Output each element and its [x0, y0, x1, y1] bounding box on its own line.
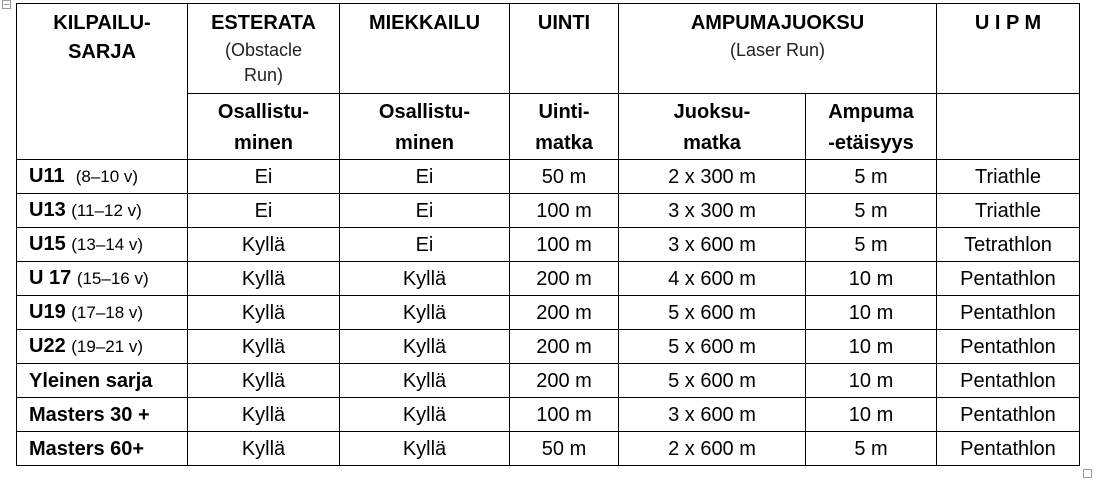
table-row: [17, 296, 1080, 330]
category-cell: [17, 262, 188, 296]
table-row: [17, 364, 1080, 398]
category-cell: [17, 432, 188, 466]
header-category-line1: KILPAILU-: [53, 12, 151, 34]
ampuma-cell: 5 m: [806, 228, 937, 262]
category-cell: [17, 194, 188, 228]
miekkailu-cell: Kyllä: [340, 364, 510, 398]
subheader-ampuma-line2: -etäisyys: [828, 132, 914, 154]
miekkailu-cell: Kyllä: [340, 262, 510, 296]
header-ampumajuoksu: [619, 4, 937, 94]
subheader-juoksu: [619, 94, 806, 160]
subheader-esterata-line1: Osallistu-: [217, 101, 310, 123]
table-resize-handle[interactable]: [1083, 469, 1092, 478]
category-cell: [17, 160, 188, 194]
uipm-cell: Pentathlon: [937, 432, 1080, 466]
category-cell: [17, 296, 188, 330]
category-name: U19: [29, 301, 66, 323]
category-age: (13–14 v): [71, 235, 144, 254]
competition-series-table: [16, 3, 1080, 466]
uipm-cell: Pentathlon: [937, 398, 1080, 432]
miekkailu-cell: Kyllä: [340, 330, 510, 364]
subheader-esterata-line2: minen: [234, 132, 293, 154]
juoksu-cell: 2 x 600 m: [619, 432, 806, 466]
category-name: Masters 30 +: [29, 403, 150, 426]
table-move-handle[interactable]: [2, 0, 11, 9]
esterata-cell: Kyllä: [188, 364, 340, 398]
uinti-cell: 100 m: [510, 398, 619, 432]
header-miekkailu-title: MIEKKAILU: [368, 12, 481, 34]
subheader-juoksu-line2: matka: [683, 132, 741, 154]
uinti-cell: 100 m: [510, 228, 619, 262]
uinti-cell: 200 m: [510, 262, 619, 296]
category-name: Yleinen sarja: [29, 369, 153, 392]
category-cell: [17, 398, 188, 432]
esterata-cell: Kyllä: [188, 296, 340, 330]
esterata-cell: Kyllä: [188, 262, 340, 296]
header-esterata-sub1: (Obstacle: [224, 40, 303, 60]
category-name: U13: [29, 199, 66, 221]
category-name: U15: [29, 233, 66, 255]
table-row: [17, 330, 1080, 364]
juoksu-cell: 5 x 600 m: [619, 330, 806, 364]
uipm-cell: Pentathlon: [937, 364, 1080, 398]
category-name: U22: [29, 335, 66, 357]
header-esterata: [188, 4, 340, 94]
table-row: [17, 262, 1080, 296]
subheader-juoksu-line1: Juoksu-: [673, 101, 751, 123]
category-age: (11–12 v): [71, 201, 142, 220]
miekkailu-cell: Kyllä: [340, 296, 510, 330]
uinti-cell: 100 m: [510, 194, 619, 228]
subheader-ampuma-line1: Ampuma: [828, 101, 914, 123]
miekkailu-cell: Kyllä: [340, 432, 510, 466]
esterata-cell: Kyllä: [188, 330, 340, 364]
subheader-miekkailu-line2: minen: [395, 132, 454, 154]
juoksu-cell: 5 x 600 m: [619, 296, 806, 330]
uipm-cell: Triathle: [937, 194, 1080, 228]
subheader-miekkailu-line1: Osallistu-: [378, 101, 471, 123]
category-cell: [17, 364, 188, 398]
esterata-cell: Kyllä: [188, 228, 340, 262]
juoksu-cell: 5 x 600 m: [619, 364, 806, 398]
miekkailu-cell: Ei: [340, 160, 510, 194]
header-row: [17, 4, 1080, 94]
table-row: [17, 398, 1080, 432]
subheader-miekkailu: [340, 94, 510, 160]
miekkailu-cell: Ei: [340, 228, 510, 262]
uipm-cell: Tetrathlon: [937, 228, 1080, 262]
juoksu-cell: 3 x 600 m: [619, 228, 806, 262]
miekkailu-cell: Ei: [340, 194, 510, 228]
uipm-cell: Pentathlon: [937, 330, 1080, 364]
ampuma-cell: 5 m: [806, 160, 937, 194]
category-age: (15–16 v): [76, 269, 149, 288]
category-cell: [17, 228, 188, 262]
subheader-ampuma: [806, 94, 937, 160]
subheader-esterata: [188, 94, 340, 160]
table-row: [17, 228, 1080, 262]
subheader-uipm-empty: [937, 94, 1080, 160]
header-uipm-title: U I P M: [974, 12, 1042, 34]
uinti-cell: 50 m: [510, 432, 619, 466]
header-uinti: [510, 4, 619, 94]
ampuma-cell: 10 m: [806, 364, 937, 398]
ampuma-cell: 5 m: [806, 194, 937, 228]
uinti-cell: 200 m: [510, 330, 619, 364]
header-uipm: [937, 4, 1080, 94]
uinti-cell: 50 m: [510, 160, 619, 194]
juoksu-cell: 3 x 600 m: [619, 398, 806, 432]
juoksu-cell: 2 x 300 m: [619, 160, 806, 194]
esterata-cell: Kyllä: [188, 432, 340, 466]
category-name: U 17: [29, 267, 72, 289]
category-age: (17–18 v): [71, 303, 144, 322]
esterata-cell: Kyllä: [188, 398, 340, 432]
category-age: (19–21 v): [71, 337, 144, 356]
header-esterata-title: ESTERATA: [211, 12, 316, 34]
category-cell: [17, 330, 188, 364]
juoksu-cell: 3 x 300 m: [619, 194, 806, 228]
ampuma-cell: 10 m: [806, 296, 937, 330]
miekkailu-cell: Kyllä: [340, 398, 510, 432]
uipm-cell: Pentathlon: [937, 296, 1080, 330]
header-ampumajuoksu-title: AMPUMAJUOKSU: [690, 12, 865, 34]
ampuma-cell: 10 m: [806, 262, 937, 296]
table-row: [17, 432, 1080, 466]
esterata-cell: Ei: [188, 160, 340, 194]
esterata-cell: Ei: [188, 194, 340, 228]
table-row: [17, 194, 1080, 228]
uipm-cell: Triathle: [937, 160, 1080, 194]
juoksu-cell: 4 x 600 m: [619, 262, 806, 296]
category-age: (8–10 v): [75, 167, 139, 186]
ampuma-cell: 10 m: [806, 398, 937, 432]
header-category: [17, 4, 188, 160]
header-esterata-sub2: Run): [243, 65, 283, 85]
category-name: U11: [29, 165, 65, 187]
ampuma-cell: 5 m: [806, 432, 937, 466]
ampuma-cell: 10 m: [806, 330, 937, 364]
header-uinti-title: UINTI: [537, 12, 591, 34]
uinti-cell: 200 m: [510, 296, 619, 330]
category-name: Masters 60+: [29, 437, 145, 460]
uinti-cell: 200 m: [510, 364, 619, 398]
subheader-uinti-line2: matka: [535, 132, 593, 154]
table-row: [17, 160, 1080, 194]
header-ampumajuoksu-sub: (Laser Run): [729, 40, 826, 60]
subheader-uinti: [510, 94, 619, 160]
subheader-uinti-line1: Uinti-: [538, 101, 590, 123]
uipm-cell: Pentathlon: [937, 262, 1080, 296]
header-miekkailu: [340, 4, 510, 94]
header-category-line2: SARJA: [68, 41, 136, 63]
